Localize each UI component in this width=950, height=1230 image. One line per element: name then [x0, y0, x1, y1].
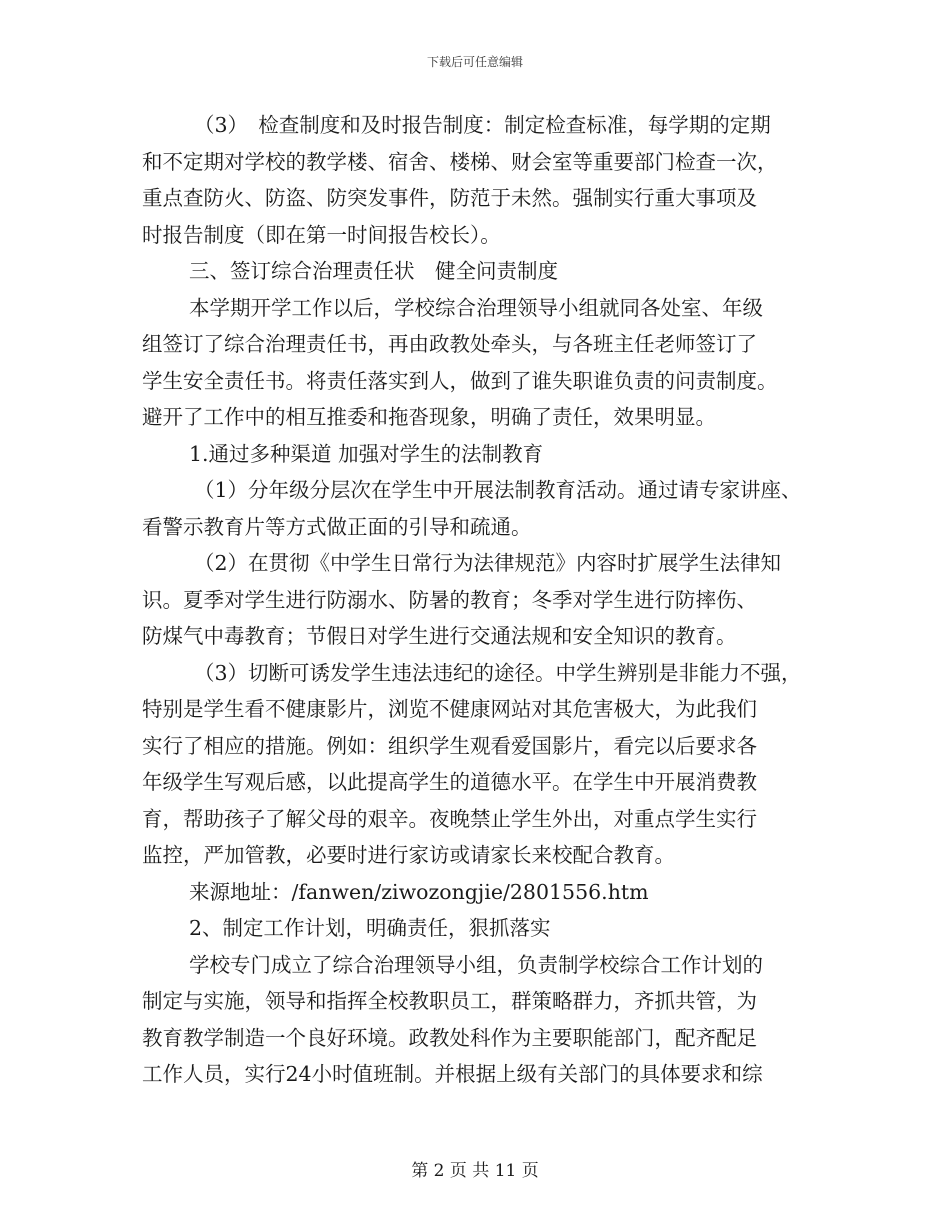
text-line: 年级学生写观后感，以此提高学生的道德水平。在学生中开展消费教 [142, 770, 757, 794]
text-line: 制定与实施，领导和指挥全校教职员工，群策略群力，齐抓共管，为 [142, 989, 757, 1013]
text-line: 重点查防火、防盗、防突发事件，防范于未然。强制实行重大事项及 [142, 186, 757, 210]
text-line: 来源地址：/fanwen/ziwozongjie/2801556.htm [189, 879, 649, 904]
text-line: 防煤气中毒教育；节假日对学生进行交通法规和安全知识的教育。 [142, 624, 737, 648]
page-footer: 第 2 页 共 11 页 [411, 1161, 539, 1181]
text-line: 特别是学生看不健康影片，浏览不健康网站对其危害极大，为此我们 [142, 697, 757, 721]
text-line: 避开了工作中的相互推委和拖沓现象，明确了责任，效果明显。 [142, 405, 716, 429]
text-line: （3） 检查制度和及时报告制度：制定检查标准，每学期的定期 [194, 113, 771, 137]
text-line: 育，帮助孩子了解父母的艰辛。夜晚禁止学生外出，对重点学生实行 [142, 806, 757, 831]
text-line: 时报告制度（即在第一时间报告校长）。 [142, 222, 501, 247]
text-line: 本学期开学工作以后，学校综合治理领导小组就同各处室、年级 [189, 295, 763, 320]
text-line: 三、签订综合治理责任状 健全问责制度 [189, 259, 558, 283]
text-line: 组签订了综合治理责任书，再由政教处牵头，与各班主任老师签订了 [142, 332, 757, 356]
text-line: 教育教学制造一个良好环境。政教处科作为主要职能部门，配齐配足 [142, 1025, 757, 1050]
text-line: 和不定期对学校的教学楼、宿舍、楼梯、财会室等重要部门检查一次， [142, 149, 778, 174]
text-line: （1）分年级分层次在学生中开展法制教育活动。通过请专家讲座、 [194, 478, 802, 502]
document-body [142, 107, 812, 1093]
text-line: 工作人员，实行24小时值班制。并根据上级有关部门的具体要求和综 [142, 1062, 763, 1086]
text-line: 2、制定工作计划，明确责任，狠抓落实 [189, 916, 551, 940]
text-line: 学生安全责任书。将责任落实到人，做到了谁失职谁负责的问责制度。 [142, 368, 778, 393]
text-line: 学校专门成立了综合治理领导小组，负责制学校综合工作计划的 [189, 952, 763, 977]
page-header: 下载后可任意编辑 [426, 55, 523, 69]
text-line: （3）切断可诱发学生违法违纪的途径。中学生辨别是非能力不强， [194, 660, 802, 685]
text-line: 监控，严加管教，必要时进行家访或请家长来校配合教育。 [142, 843, 675, 867]
text-line: 看警示教育片等方式做正面的引导和疏通。 [142, 514, 532, 539]
text-line: 识。夏季对学生进行防溺水、防暑的教育；冬季对学生进行防摔伤、 [142, 587, 757, 612]
text-line: （2）在贯彻《中学生日常行为法律规范》内容时扩展学生法律知 [194, 551, 782, 575]
text-line: 实行了相应的措施。例如：组织学生观看爱国影片，看完以后要求各 [142, 733, 757, 758]
text-line: 1.通过多种渠道 加强对学生的法制教育 [189, 441, 544, 466]
